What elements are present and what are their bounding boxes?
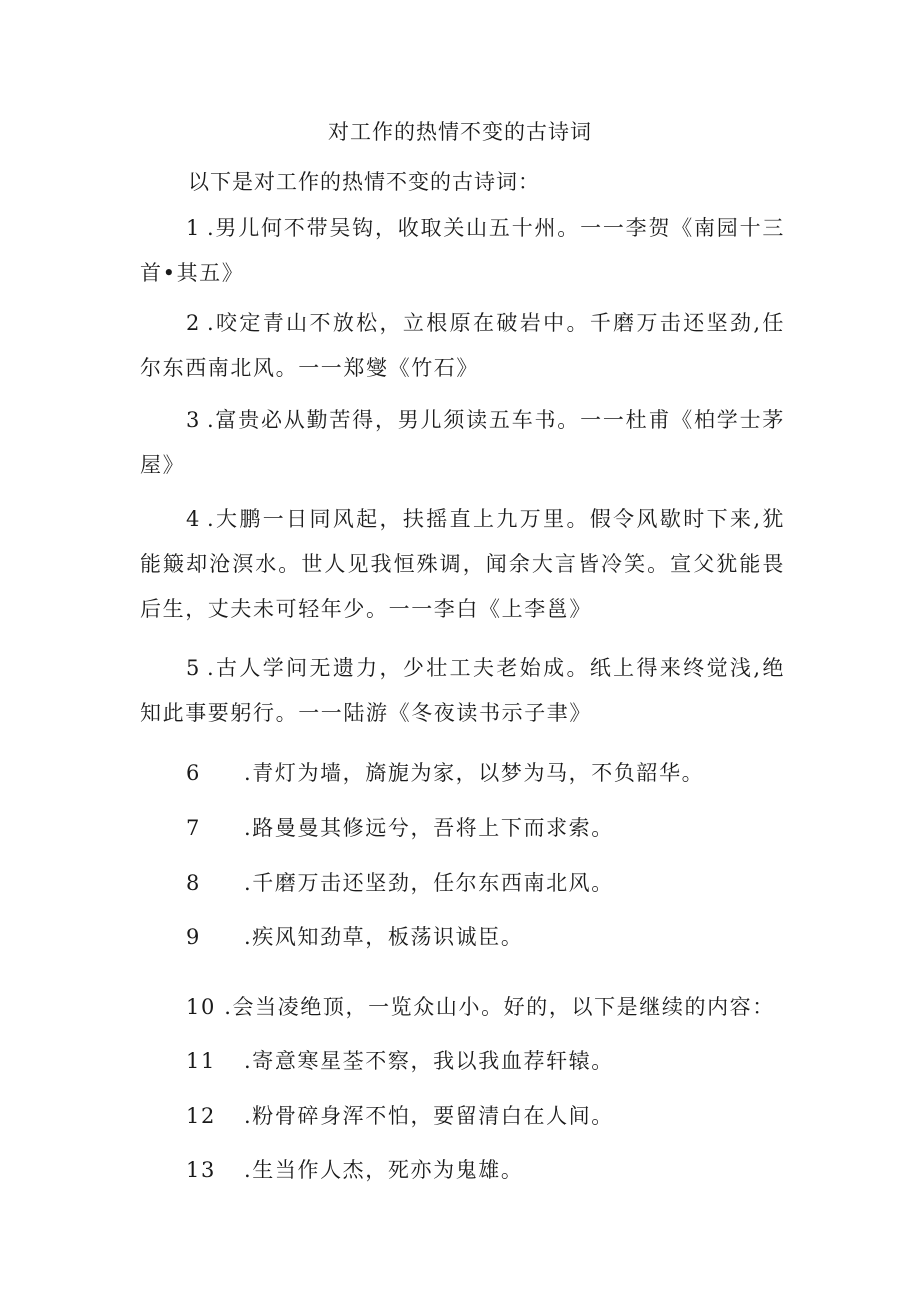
item-number: 8: [186, 871, 201, 895]
item-number: 11: [186, 1049, 216, 1073]
line-item-9: [186, 919, 806, 955]
item-number: 6: [186, 761, 201, 785]
poem-3: [140, 398, 785, 488]
item-text: .会当凌绝顶，一览众山小。好的，以下是继续的内容：: [215, 995, 775, 1019]
item-text: .寄意寒星荃不察，我以我血荐轩辕。: [244, 1049, 614, 1073]
item-text: .路曼曼其修远兮，吾将上下而求索。: [244, 816, 614, 840]
poem-number: 3: [186, 408, 201, 432]
poem-number: 2: [186, 311, 201, 335]
line-item-12: [186, 1098, 806, 1134]
line-item-13: [186, 1152, 806, 1188]
item-text: .千磨万击还坚劲，任尔东西南北风。: [244, 871, 614, 895]
poem-text: .古人学问无遗力，少壮工夫老始成。纸上得来终觉浅,绝知此事要躬行。一一陆游《冬夜读书示子聿》: [140, 656, 785, 725]
intro-text: 以下是对工作的热情不变的古诗词：: [188, 170, 540, 194]
poem-text: .富贵必从勤苦得，男儿须读五车书。一一杜甫《柏学士茅屋》: [140, 408, 785, 477]
poem-1: [140, 206, 785, 296]
document-title: 对工作的热情不变的古诗词: [328, 120, 592, 144]
poem-text: .男儿何不带吴钩，收取关山五十州。一一李贺《南园十三首•其五》: [140, 216, 785, 285]
item-number: 7: [186, 816, 201, 840]
line-item-7: [186, 810, 806, 846]
line-item-10: [186, 989, 806, 1025]
item-text: .青灯为墙，旖旎为家，以梦为马，不负韶华。: [244, 761, 705, 785]
line-item-11: [186, 1043, 806, 1079]
item-number: 9: [186, 925, 201, 949]
line-item-6: [186, 755, 806, 791]
poem-number: 5: [186, 656, 201, 680]
item-text: .疾风知劲草，板荡识诚臣。: [244, 925, 524, 949]
item-number: 13: [186, 1158, 216, 1182]
poem-5: [140, 646, 785, 736]
item-text: .生当作人杰，死亦为鬼雄。: [244, 1158, 524, 1182]
poem-2: [140, 301, 785, 391]
item-text: .粉骨碎身浑不怕，要留清白在人间。: [244, 1104, 614, 1128]
poem-text: .大鹏一日同风起，扶摇直上九万里。假令风歇时下来,犹能簸却沧溟水。世人见我恒殊调，闻余大言皆冷笑。宣父犹能畏后生，丈夫未可轻年少。一一李白《上李邕》: [140, 507, 785, 621]
line-item-8: [186, 865, 806, 901]
poem-text: .咬定青山不放松，立根原在破岩中。千磨万击还坚劲,任尔东西南北风。一一郑燮《竹石》: [140, 311, 785, 380]
poem-4: [140, 497, 785, 632]
item-number: 10: [186, 995, 216, 1019]
poem-number: 1: [186, 216, 201, 240]
item-number: 12: [186, 1104, 216, 1128]
poem-number: 4: [186, 507, 201, 531]
